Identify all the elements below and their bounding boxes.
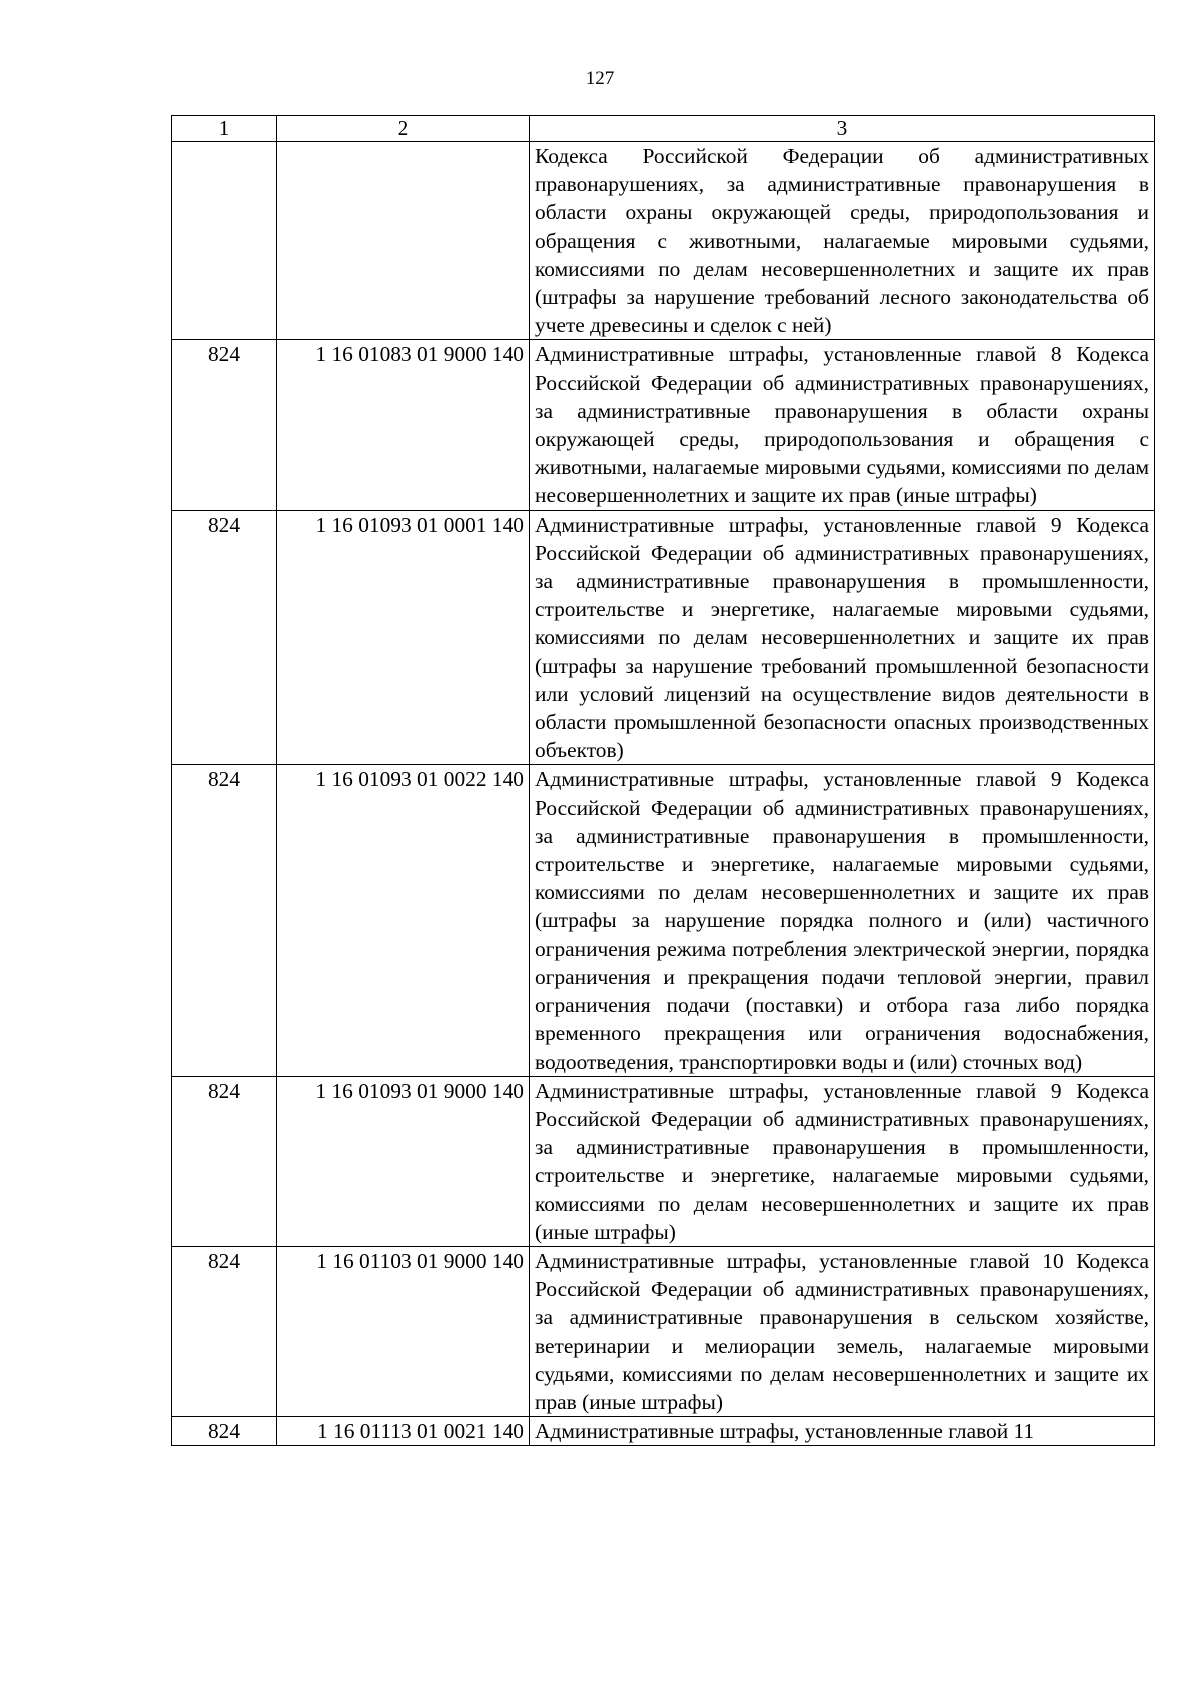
revenue-code-cell: 1 16 01093 01 9000 140: [277, 1076, 530, 1246]
revenue-description-cell: Административные штрафы, установленные главой 8 Кодекса Российской Федерации об административных правонарушениях, за административные правонарушения в области охраны окружающей среды, природопользования и обращения с животными, налагаемые мировыми судьями, комиссиями по делам несовершеннолетних и защите их прав (иные штрафы): [530, 340, 1155, 510]
revenue-description-cell: Административные штрафы, установленные главой 9 Кодекса Российской Федерации об административных правонарушениях, за административные правонарушения в промышленности, строительстве и энергетике, налагаемые мировыми судьями, комиссиями по делам несовершеннолетних и защите их прав (иные штрафы): [530, 1076, 1155, 1246]
revenue-description-cell: Административные штрафы, установленные главой 9 Кодекса Российской Федерации об административных правонарушениях, за административные правонарушения в промышленности, строительстве и энергетике, налагаемые мировыми судьями, комиссиями по делам несовершеннолетних и защите их прав (штрафы за нарушение требований промышленной безопасности или условий лицензий на осуществление видов деятельности в области промышленной безопасности опасных производственных объектов): [530, 510, 1155, 765]
administrator-code-cell: 824: [172, 765, 277, 1076]
revenue-code-cell: 1 16 01093 01 0022 140: [277, 765, 530, 1076]
revenue-code-cell: [277, 142, 530, 340]
page-number: 127: [585, 68, 615, 89]
table-row: [172, 142, 1155, 340]
revenue-code-cell: 1 16 01113 01 0021 140: [277, 1417, 530, 1446]
revenue-code-cell: 1 16 01103 01 9000 140: [277, 1246, 530, 1416]
table-row: [172, 340, 1155, 510]
administrator-code-cell: 824: [172, 340, 277, 510]
budget-classification-table: [171, 115, 1155, 1446]
administrator-code-cell: 824: [172, 1076, 277, 1246]
revenue-description-cell: Административные штрафы, установленные главой 9 Кодекса Российской Федерации об административных правонарушениях, за административные правонарушения в промышленности, строительстве и энергетике, налагаемые мировыми судьями, комиссиями по делам несовершеннолетних и защите их прав (штрафы за нарушение порядка полного и (или) частичного ограничения режима потребления электрической энергии, порядка ограничения и прекращения подачи тепловой энергии, правил ограничения подачи (поставки) и отбора газа либо порядка временного прекращения или ограничения водоснабжения, водоотведения, транспортировки воды и (или) сточных вод): [530, 765, 1155, 1076]
administrator-code-cell: 824: [172, 1417, 277, 1446]
table-header-row: [172, 116, 1155, 142]
revenue-description-cell: Административные штрафы, установленные главой 10 Кодекса Российской Федерации об административных правонарушениях, за административные правонарушения в сельском хозяйстве, ветеринарии и мелиорации земель, налагаемые мировыми судьями, комиссиями по делам несовершеннолетних и защите их прав (иные штрафы): [530, 1246, 1155, 1416]
table-row: [172, 1076, 1155, 1246]
table-row: [172, 765, 1155, 1076]
revenue-description-cell: Кодекса Российской Федерации об административных правонарушениях, за административные правонарушения в области охраны окружающей среды, природопользования и обращения с животными, налагаемые мировыми судьями, комиссиями по делам несовершеннолетних и защите их прав (штрафы за нарушение требований лесного законодательства об учете древесины и сделок с ней): [530, 142, 1155, 340]
column-header-3: 3: [530, 116, 1155, 142]
table-row: [172, 510, 1155, 765]
administrator-code-cell: [172, 142, 277, 340]
revenue-description-cell: Административные штрафы, установленные главой 11: [530, 1417, 1155, 1446]
administrator-code-cell: 824: [172, 510, 277, 765]
table-row: [172, 1246, 1155, 1416]
column-header-1: 1: [172, 116, 277, 142]
revenue-code-cell: 1 16 01093 01 0001 140: [277, 510, 530, 765]
administrator-code-cell: 824: [172, 1246, 277, 1416]
column-header-2: 2: [277, 116, 530, 142]
table-row: [172, 1417, 1155, 1446]
revenue-code-cell: 1 16 01083 01 9000 140: [277, 340, 530, 510]
